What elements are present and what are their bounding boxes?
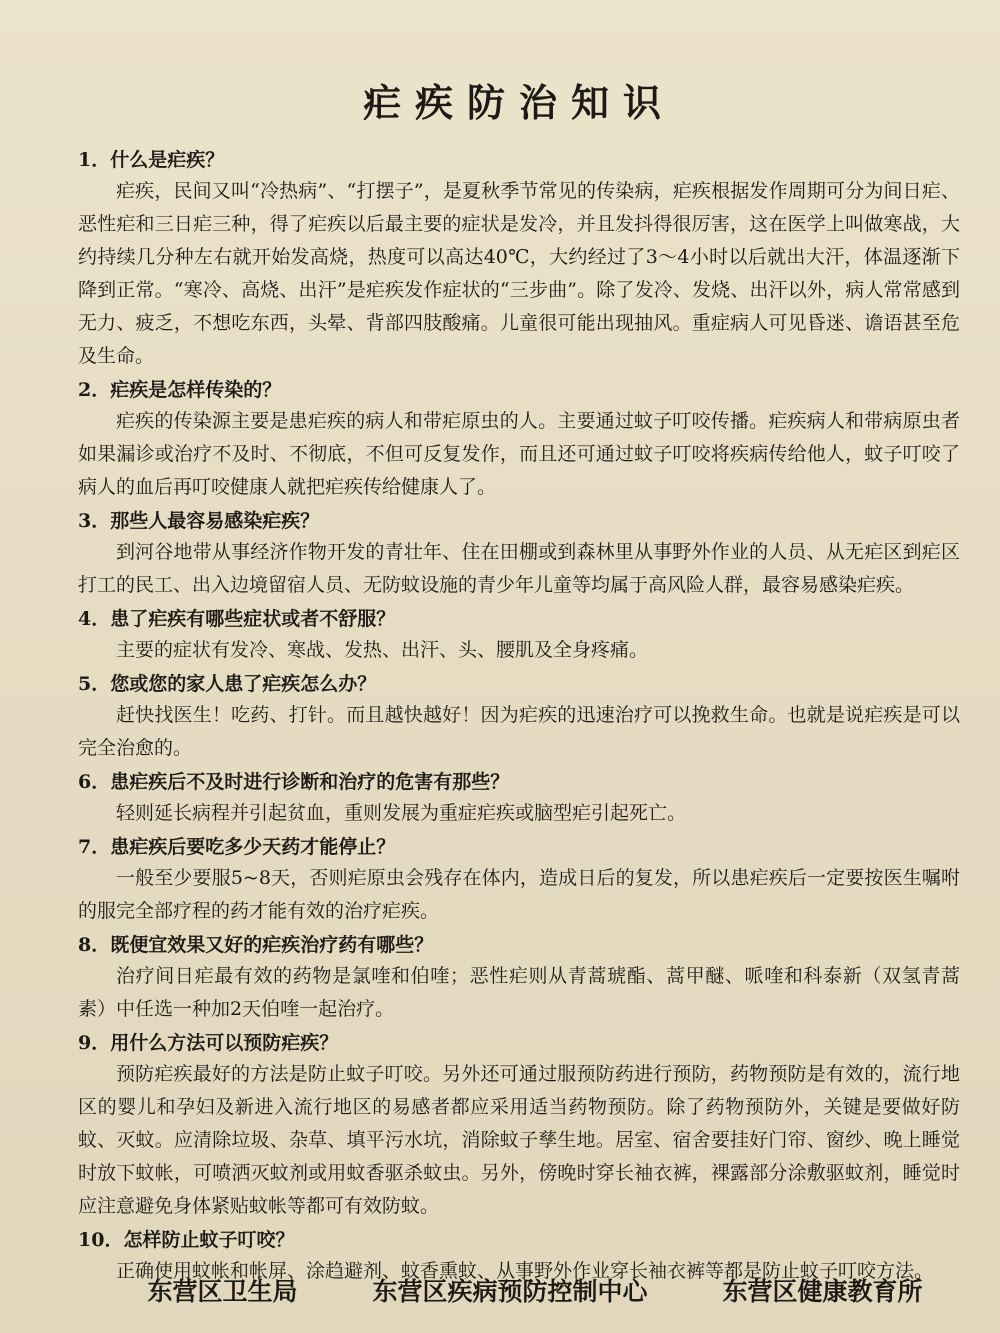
- qa-section-4: [78, 604, 960, 667]
- question-4: 4．患了疟疾有哪些症状或者不舒服？: [78, 608, 396, 630]
- question-7: 7．患疟疾后要吃多少天药才能停止？: [78, 836, 396, 858]
- answer-4: 主要的症状有发冷、寒战、发热、出汗、头、腰肌及全身疼痛。: [116, 639, 649, 661]
- answer-2: 疟疾的传染源主要是患疟疾的病人和带疟原虫的人。主要通过蚊子叮咬传播。疟疾病人和带病原虫者如果漏诊或治疗不及时、不彻底，不但可反复发作，而且还可通过蚊子叮咬将疾病传给他人，蚊子叮咬了病人的血后再叮咬健康人就把疟疾传给健康人了。: [78, 410, 960, 498]
- answer-6: 轻则延长病程并引起贫血，重则发展为重症疟疾或脑型疟引起死亡。: [116, 802, 687, 824]
- question-6: 6．患疟疾后不及时进行诊断和治疗的危害有那些？: [78, 771, 510, 793]
- qa-section-3: [78, 506, 960, 602]
- qa-section-2: [78, 375, 960, 504]
- document-title: 疟疾防治知识: [362, 80, 675, 125]
- question-3: 3．那些人最容易感染疟疾？: [78, 510, 320, 532]
- answer-1: 疟疾，民间又叫“冷热病”、“打摆子”，是夏秋季节常见的传染病，疟疾根据发作周期可分为间日疟、恶性疟和三日疟三种，得了疟疾以后最主要的症状是发冷，并且发抖得很厉害，这在医学上叫做寒战，大约持续几分种左右就开始发高烧，热度可以高达40℃，大约经过了3～4小时以后就出大汗，体温逐渐下降到正常。“寒冷、高烧、出汗”是疟疾发作症状的“三步曲”。除了发冷、发烧、出汗以外，病人常常感到无力、疲乏，不想吃东西，头晕、背部四肢酸痛。儿童很可能出现抽风。重症病人可见昏迷、谵语甚至危及生命。: [78, 180, 960, 367]
- qa-section-5: [78, 669, 960, 765]
- issuer-health-bureau: 东营区卫生局: [147, 1277, 298, 1306]
- answer-9: 预防疟疾最好的方法是防止蚊子叮咬。另外还可通过服预防药进行预防，药物预防是有效的，流行地区的婴儿和孕妇及新进入流行地区的易感者都应采用适当药物预防。除了药物预防外，关键是要做好防蚊、灭蚊。应清除垃圾、杂草、填平污水坑，消除蚊子孳生地。居室、宿舍要挂好门帘、窗纱、晚上睡觉时放下蚊帐，可喷洒灭蚊剂或用蚊香驱杀蚊虫。另外，傍晚时穿长袖衣裤，裸露部分涂敷驱蚊剂，睡觉时应注意避免身体紧贴蚊帐等都可有效防蚊。: [78, 1063, 960, 1217]
- answer-3: 到河谷地带从事经济作物开发的青壮年、住在田棚或到森林里从事野外作业的人员、从无疟区到疟区打工的民工、出入边境留宿人员、无防蚊设施的青少年儿童等均属于高风险人群，最容易感染疟疾。: [78, 541, 960, 596]
- qa-section-8: [78, 930, 960, 1026]
- issuer-footer: [0, 1272, 1000, 1308]
- question-2: 2．疟疾是怎样传染的？: [78, 379, 282, 401]
- question-8: 8．既便宜效果又好的疟疾治疗药有哪些？: [78, 934, 434, 956]
- question-9: 9．用什么方法可以预防疟疾？: [78, 1032, 339, 1054]
- answer-10: 正确使用蚊帐和帐屏、涂趋避剂、蚊香熏蚊、从事野外作业穿长袖衣裤等都是防止蚊子叮咬方法。: [116, 1260, 934, 1282]
- answer-5: 赶快找医生！吃药、打针。而且越快越好！因为疟疾的迅速治疗可以挽救生命。也就是说疟疾是可以完全治愈的。: [78, 704, 960, 759]
- qa-section-9: [78, 1028, 960, 1223]
- answer-7: 一般至少要服5~8天，否则疟原虫会残存在体内，造成日后的复发，所以患疟疾后一定要按医生嘱咐的服完全部疗程的药才能有效的治疗疟疾。: [78, 867, 960, 922]
- issuer-cdc: 东营区疾病预防控制中心: [372, 1277, 648, 1306]
- question-10: 10．怎样防止蚊子叮咬？: [78, 1229, 295, 1251]
- question-5: 5．您或您的家人患了疟疾怎么办？: [78, 673, 377, 695]
- qa-section-1: [78, 145, 960, 373]
- answer-8: 治疗间日疟最有效的药物是氯喹和伯喹；恶性疟则从青蒿琥酯、蒿甲醚、哌喹和科泰新（双氢青蒿素）中任选一种加2天伯喹一起治疗。: [78, 965, 960, 1020]
- question-1: 1．什么是疟疾？: [78, 149, 225, 171]
- qa-section-6: [78, 767, 960, 830]
- issuer-health-education: 东营区健康教育所: [722, 1277, 923, 1306]
- qa-section-7: [78, 832, 960, 928]
